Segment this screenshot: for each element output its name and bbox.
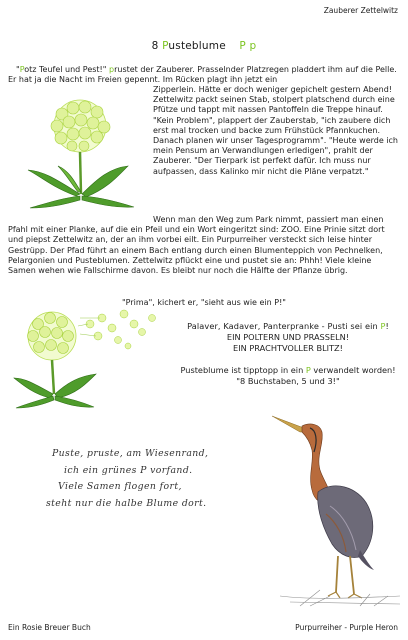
spell-line-2: EIN POLTERN UND PRASSELN! (226, 332, 350, 342)
purple-heron-illustration (270, 410, 405, 610)
story-paragraph-1: "Potz Teufel und Pest!" prustet der Zauberer. Prasselnder Platzregen pladdert ihm auf die Pelle. Er hat ja die Nacht im Freien gepennt. Im Rücken plagt ihn jetzt ein (8, 65, 397, 85)
chapter-title (0, 40, 408, 52)
half-blown-dandelion-illustration (8, 302, 166, 410)
footer-book-credit: Ein Rosie Breuer Buch (8, 623, 91, 632)
spell-line-3: EIN PRACHTVOLLER BLITZ! (233, 343, 343, 353)
chapter-initial-letter: P (162, 40, 169, 52)
chapter-number: 8 (151, 40, 159, 52)
chapter-name-rest: usteblume (168, 40, 226, 52)
poem (40, 446, 260, 512)
poem-line: steht nur die halbe Blume dort. (46, 497, 207, 509)
poem-line: ich ein grünes P vorfand. (64, 464, 193, 476)
story-quote: "Prima", kichert er, "sieht aus wie ein P!" (122, 298, 286, 307)
poem-line: Viele Samen flogen fort, (58, 481, 182, 492)
spell-result: Pusteblume ist tipptopp in ein P verwandelt worden! (180, 365, 396, 375)
highlighted-letter: p (109, 65, 115, 74)
result-letter: P (305, 365, 311, 375)
header-book-title: Zauberer Zettelwitz (323, 6, 398, 15)
story-paragraph-2: Zipperlein. Hätte er doch weniger gepichelt gestern Abend! Zettelwitz packt seinen Stab, stolpert platschend durch eine Pfütze und tappt mit nassen Pantoffeln die Treppe hinauf. "Kein Problem", plappert der Zauberstab, "ich zaubere dich erst mal trocken und backe zum Frühstück Pfannkuchen. Danach planen wir unser Tagesprogramm". "Heute werde ich mein Pensum an Verwandlungen erledigen", prahlt der Zauberer. "Der Tierpark ist perfekt dafür. Ich muss nur aufpassen, dass Kalinko mir nicht die Pläne verpatzt." (153, 85, 398, 176)
chapter-letter-lowercase: p (249, 40, 257, 52)
dandelion-clock-illustration (10, 96, 150, 211)
story-paragraph-3-body: Pfahl mit einer Planke, auf die ein Pfeil und ein Wort eingeritzt sind: ZOO. Eine Prinie sitzt dort und piepst Zettelwitz an, der an ihm vorbei eilt. Ein Purpurreiher versteckt sich leise hinter Gestrüpp. Der Pfad führt an einem Bach entlang durch einen Blumenteppich von Pechnelken, Pelargonien und Pusteblumen. Zettelwitz pflückt eine und pustet sie an: Phhh! Viele kleine Samen wehen wie Fallschirme davon. Es bleibt nur noch die Hälfte der Pflanze übrig. (8, 225, 385, 276)
footer-illustration-caption: Purpurreiher - Purple Heron (295, 623, 398, 632)
spell-letter: P (380, 321, 386, 331)
magic-spell (168, 321, 408, 387)
spell-line-1: Palaver, Kadaver, Panterpranke - Pusti sei ein P! (187, 321, 389, 331)
spell-hint: "8 Buchstaben, 5 und 3!" (236, 376, 340, 386)
chapter-letter-uppercase: P (239, 40, 246, 52)
highlighted-letter: P (19, 65, 25, 74)
story-paragraph-3-first-line: Wenn man den Weg zum Park nimmt, passiert man einen (153, 215, 384, 224)
poem-line: Puste, pruste, am Wiesenrand, (52, 448, 209, 459)
story-paragraph-3 (8, 215, 400, 276)
